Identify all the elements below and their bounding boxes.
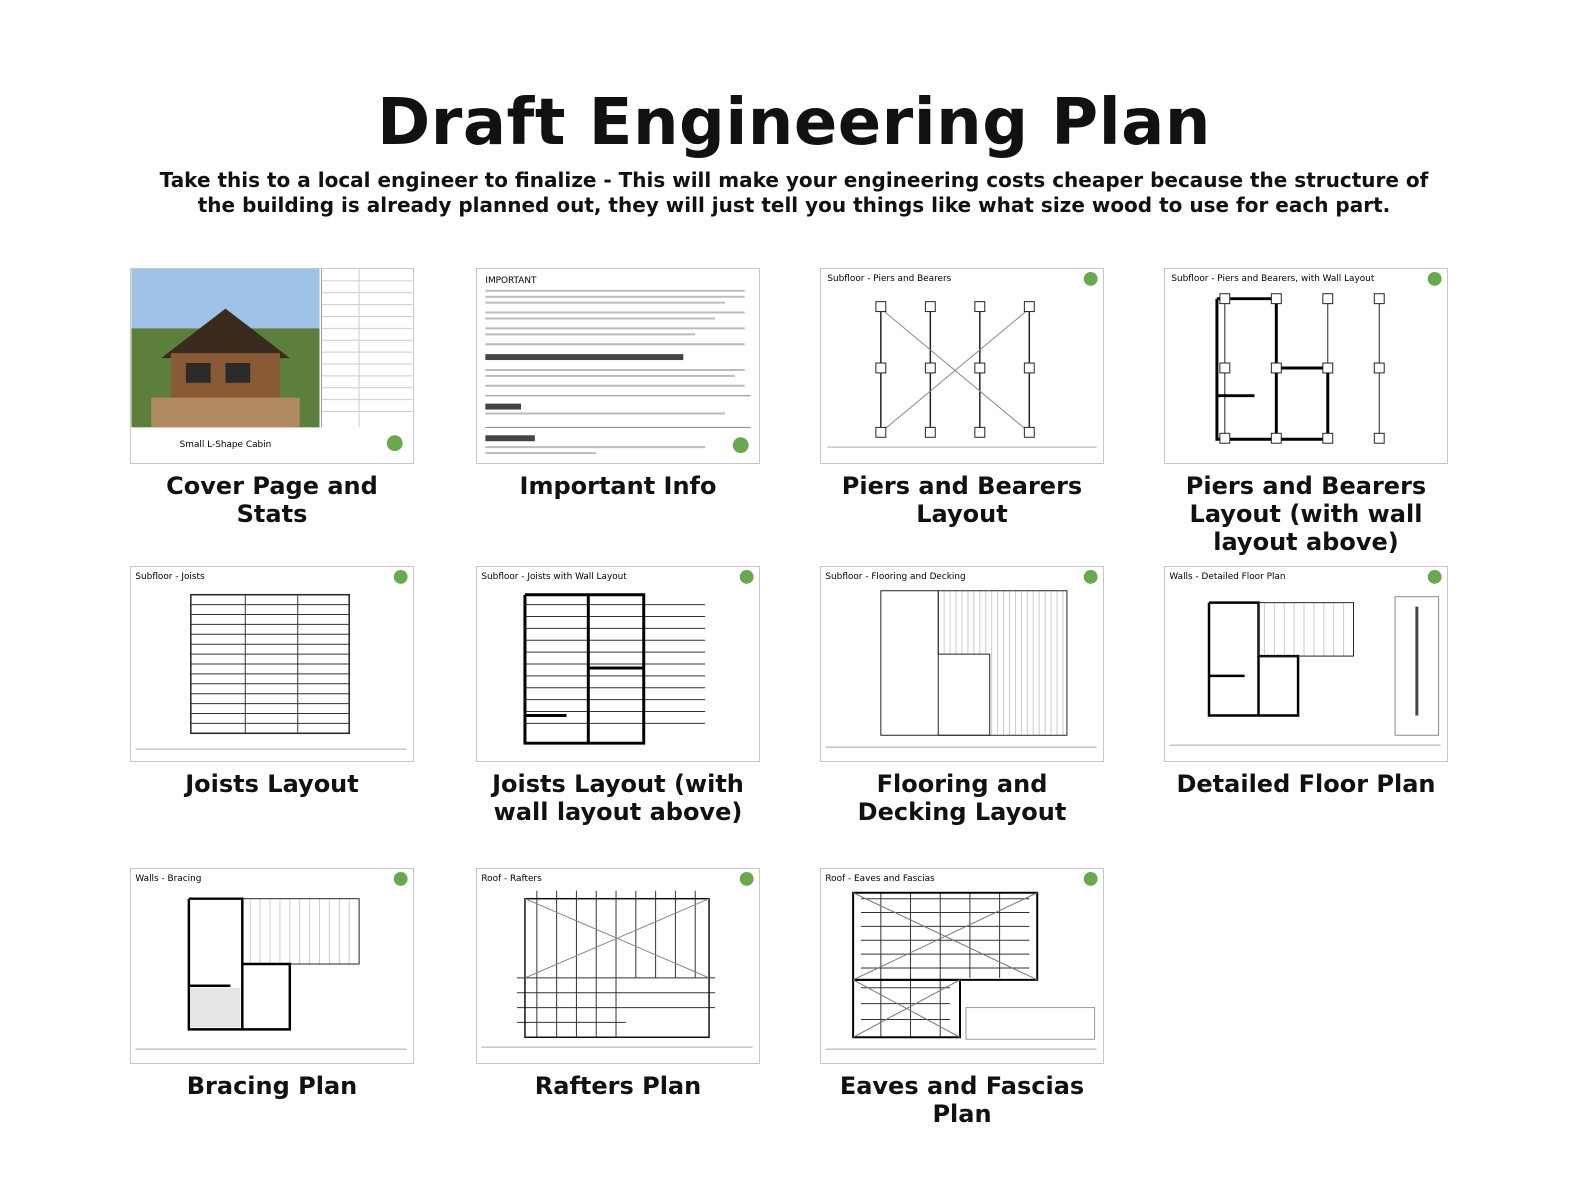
card-label: Rafters Plan <box>534 1072 702 1100</box>
card-label: Eaves and Fascias Plan <box>839 1072 1085 1128</box>
rafters-sheet <box>477 869 759 1063</box>
card-label: Joists Layout <box>185 770 359 798</box>
logo-icon <box>740 872 754 886</box>
sheet-caption: Subfloor - Piers and Bearers <box>827 273 952 284</box>
card-important-info[interactable] <box>476 268 760 500</box>
card-label: Detailed Floor Plan <box>1176 770 1436 798</box>
card-label: Flooring and Decking Layout <box>857 770 1067 826</box>
card-joists[interactable] <box>130 566 414 798</box>
thumbnail-cover-page <box>130 268 414 464</box>
sheet-caption: IMPORTANT <box>485 275 537 286</box>
sheet-caption: Subfloor - Joists with Wall Layout <box>481 571 627 582</box>
logo-icon <box>1084 872 1098 886</box>
thumbnail-joists <box>130 566 414 762</box>
sheet-caption: Subfloor - Piers and Bearers, with Wall Layout <box>1171 273 1375 284</box>
logo-icon <box>394 570 408 584</box>
card-label: Important Info <box>519 472 717 500</box>
sheet-caption: Subfloor - Joists <box>135 571 205 582</box>
card-flooring-decking[interactable] <box>820 566 1104 826</box>
thumbnail-rafters <box>476 868 760 1064</box>
cover-page-sheet <box>131 269 413 463</box>
sheet-caption: Roof - Rafters <box>481 873 542 884</box>
logo-icon <box>1084 570 1098 584</box>
bracing-sheet <box>131 869 413 1063</box>
important-info-sheet <box>477 269 759 463</box>
page-subtitle: Take this to a local engineer to finalize - This will make your engineering costs cheaper because the structure of the building is already planned out, they will just tell you things like what size wood to use for each part. <box>159 168 1429 217</box>
thumbnail-important-info <box>476 268 760 464</box>
thumbnail-piers-bearers <box>820 268 1104 464</box>
piers-bearers-walls-sheet <box>1165 269 1447 463</box>
card-joists-walls[interactable] <box>476 566 760 826</box>
card-label: Piers and Bearers Layout (with wall layout above) <box>1185 472 1427 556</box>
eaves-fascias-sheet <box>821 869 1103 1063</box>
thumbnail-eaves-fascias <box>820 868 1104 1064</box>
joists-walls-sheet <box>477 567 759 761</box>
thumbnail-flooring-decking <box>820 566 1104 762</box>
logo-icon <box>394 872 408 886</box>
page-title: Draft Engineering Plan <box>377 86 1211 160</box>
card-rafters[interactable] <box>476 868 760 1100</box>
logo-icon <box>1428 272 1442 286</box>
logo-icon <box>387 435 403 451</box>
thumbnail-piers-bearers-walls <box>1164 268 1448 464</box>
joists-sheet <box>131 567 413 761</box>
logo-icon <box>1084 272 1098 286</box>
thumbnail-joists-walls <box>476 566 760 762</box>
card-label: Piers and Bearers Layout <box>841 472 1083 528</box>
sheet-caption: Walls - Detailed Floor Plan <box>1169 571 1286 582</box>
logo-icon <box>733 437 749 453</box>
card-label: Cover Page and Stats <box>166 472 378 528</box>
flooring-decking-sheet <box>821 567 1103 761</box>
sheet-caption: Subfloor - Flooring and Decking <box>825 571 966 582</box>
logo-icon <box>1428 570 1442 584</box>
sheet-caption: Small L-Shape Cabin <box>179 440 272 451</box>
card-cover-page[interactable] <box>130 268 414 528</box>
card-piers-bearers-walls[interactable] <box>1164 268 1448 556</box>
thumbnail-detailed-floor-plan <box>1164 566 1448 762</box>
card-detailed-floor-plan[interactable] <box>1164 566 1448 798</box>
sheet-caption: Walls - Bracing <box>135 873 202 884</box>
card-bracing[interactable] <box>130 868 414 1100</box>
card-label: Joists Layout (with wall layout above) <box>492 770 744 826</box>
logo-icon <box>740 570 754 584</box>
card-piers-bearers[interactable] <box>820 268 1104 528</box>
card-label: Bracing Plan <box>186 1072 358 1100</box>
sheet-caption: Roof - Eaves and Fascias <box>825 873 935 884</box>
thumbnail-bracing <box>130 868 414 1064</box>
piers-bearers-sheet <box>821 269 1103 463</box>
detailed-floor-plan-sheet <box>1165 567 1447 761</box>
card-eaves-fascias[interactable] <box>820 868 1104 1128</box>
